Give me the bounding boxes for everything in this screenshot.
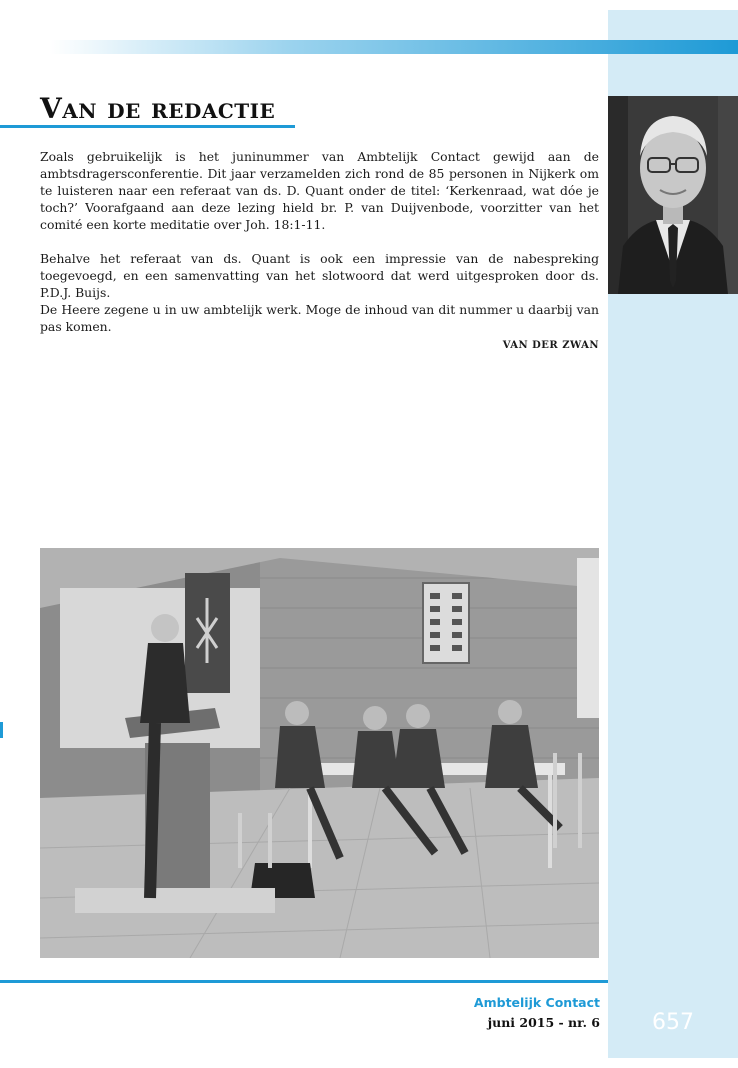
- article-paragraph: De Heere zegene u in uw ambtelijk werk. Moge de inhoud van dit nummer u daarbij van pas komen.: [40, 302, 599, 334]
- issue-info: juni 2015 - nr. 6: [487, 1015, 600, 1030]
- journal-name: Ambtelijk Contact: [473, 995, 600, 1010]
- page-number: 657: [652, 1010, 694, 1035]
- article-paragraph: Zoals gebruikelijk is het juninummer van Ambtelijk Contact gewijd aan de ambtsdragersconferentie. Dit jaar verzamelden zich rond de 85 personen in Nijkerk om te luisteren naar een referaat van ds. D. Quant onder de titel: ‘Kerkenraad, wat dóe je toch?’ Voorafgaand aan deze lezing hield br. P. van Duijvenbode, voorzitter van het comité een korte meditatie over Joh. 18:1-11.: [40, 149, 599, 232]
- footer-rule: [0, 980, 608, 983]
- author-signature: VAN DER ZWAN: [502, 340, 599, 351]
- conference-photo: [40, 548, 599, 958]
- margin-marker: [0, 722, 3, 738]
- title-underline: [0, 125, 295, 128]
- editorial-article: [40, 148, 599, 354]
- article-paragraph: Behalve het referaat van ds. Quant is ook een impressie van de nabespreking toegevoegd, en een samenvatting van het slotwoord dat werd uitgesproken door ds. P.D.J. Buijs.: [40, 251, 599, 300]
- author-portrait: [608, 96, 738, 294]
- header-color-bar: [50, 40, 738, 54]
- page-title: Van de redactie: [40, 92, 276, 125]
